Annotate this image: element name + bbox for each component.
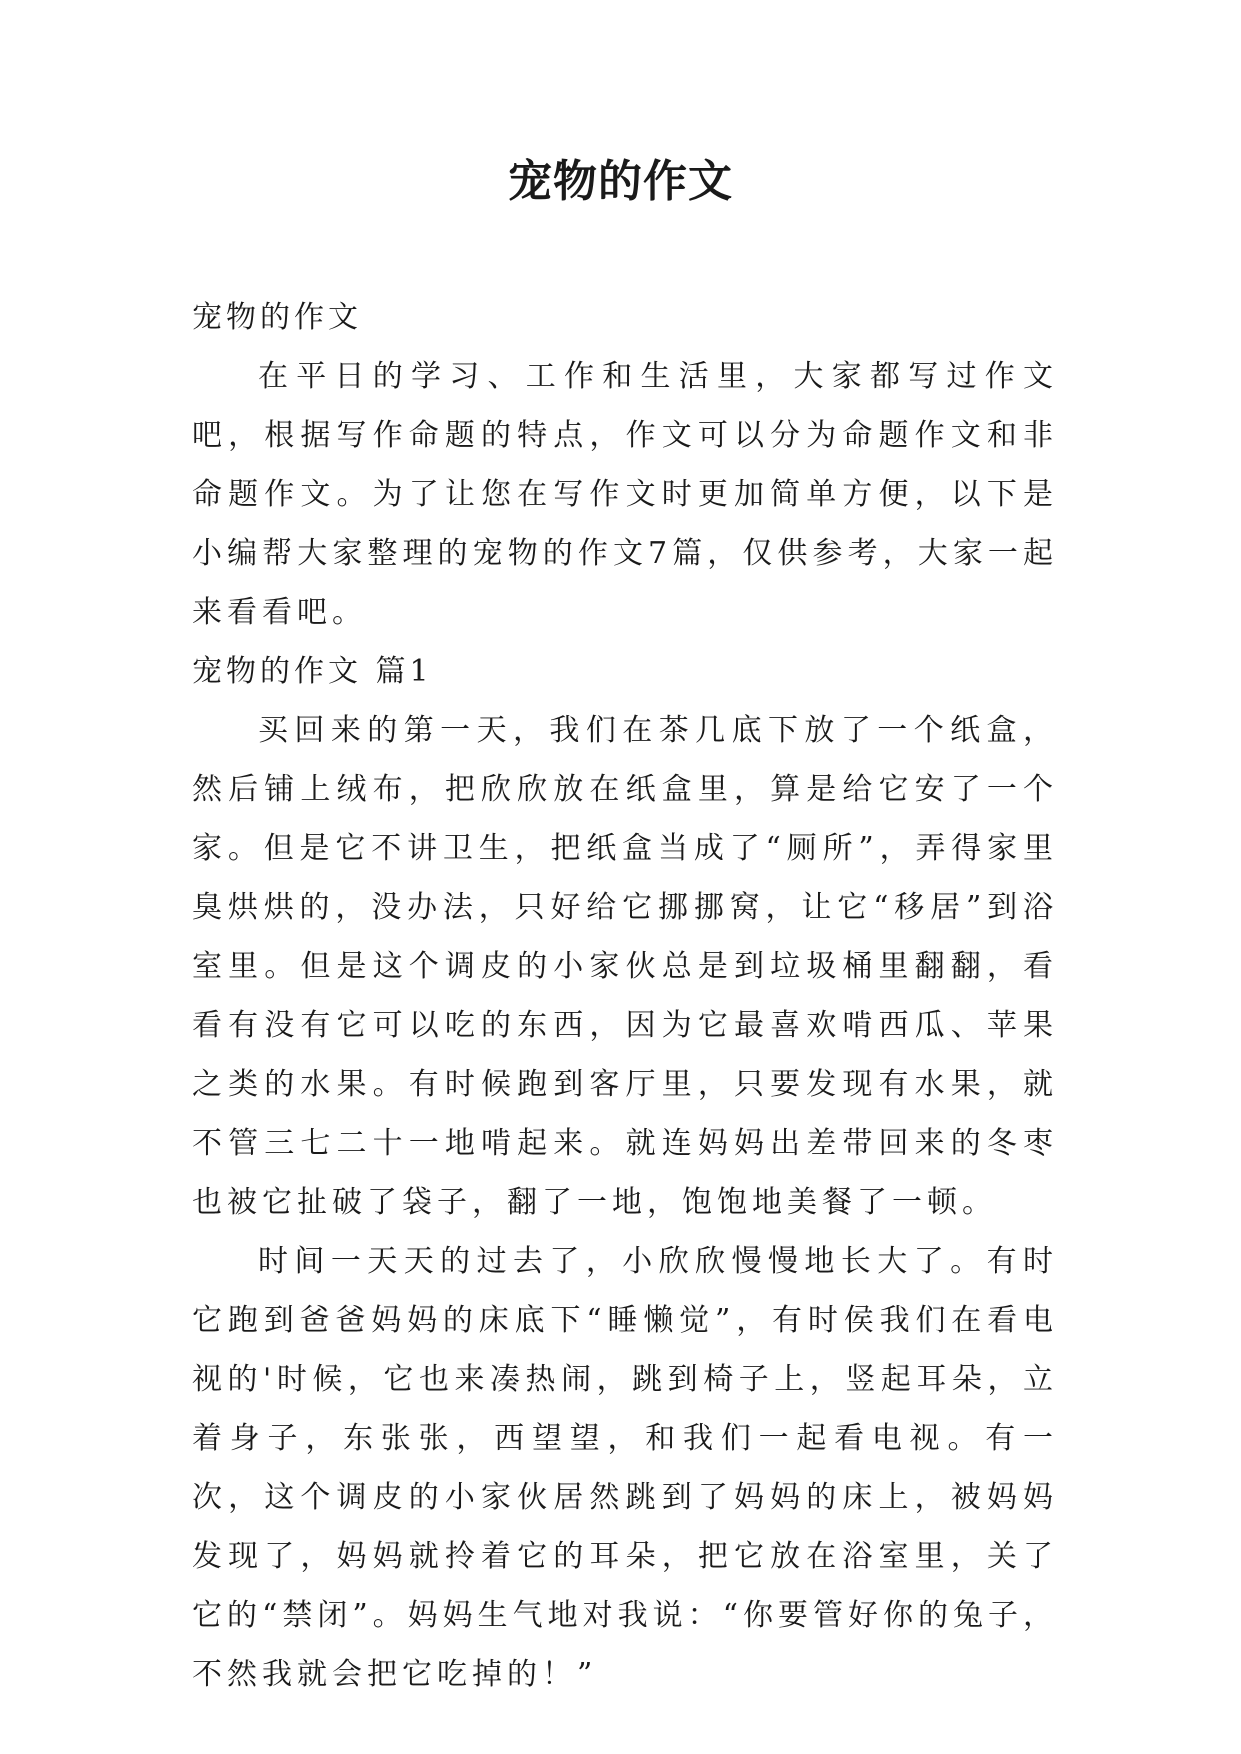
intro-paragraph: 在平日的学习、工作和生活里，大家都写过作文吧，根据写作命题的特点，作文可以分为命题作文和非命题作文。为了让您在写作文时更加简单方便，以下是小编帮大家整理的宠物的作文7篇，仅供参考，大家一起来看看吧。: [192, 359, 1058, 630]
body-paragraph-1: 买回来的第一天，我们在茶几底下放了一个纸盒，然后铺上绒布，把欣欣放在纸盒里，算是给它安了一个家。但是它不讲卫生，把纸盒当成了“厕所”，弄得家里臭烘烘的，没办法，只好给它挪挪窝，让它“移居”到浴室里。但是这个调皮的小家伙总是到垃圾桶里翻翻，看看有没有它可以吃的东西，因为它最喜欢啃西瓜、苹果之类的水果。有时候跑到客厅里，只要发现有水果，就不管三七二十一地啃起来。就连妈妈出差带回来的冬枣也被它扯破了袋子，翻了一地，饱饱地美餐了一顿。: [192, 713, 1058, 1220]
section-heading: 宠物的作文 篇1: [192, 654, 433, 689]
body-paragraph-2: 时间一天天的过去了，小欣欣慢慢地长大了。有时它跑到爸爸妈妈的床底下“睡懒觉”，有时侯我们在看电视的'时候，它也来凑热闹，跳到椅子上，竖起耳朵，立着身子，东张张，西望望，和我们一起看电视。有一次，这个调皮的小家伙居然跳到了妈妈的床上，被妈妈发现了，妈妈就拎着它的耳朵，把它放在浴室里，关了它的“禁闭”。妈妈生气地对我说：“你要管好你的兔子，不然我就会把它吃掉的！”: [192, 1244, 1059, 1692]
subtitle: 宠物的作文: [192, 300, 362, 335]
document-body: [192, 288, 1058, 1704]
document-title: 宠物的作文: [508, 156, 733, 207]
